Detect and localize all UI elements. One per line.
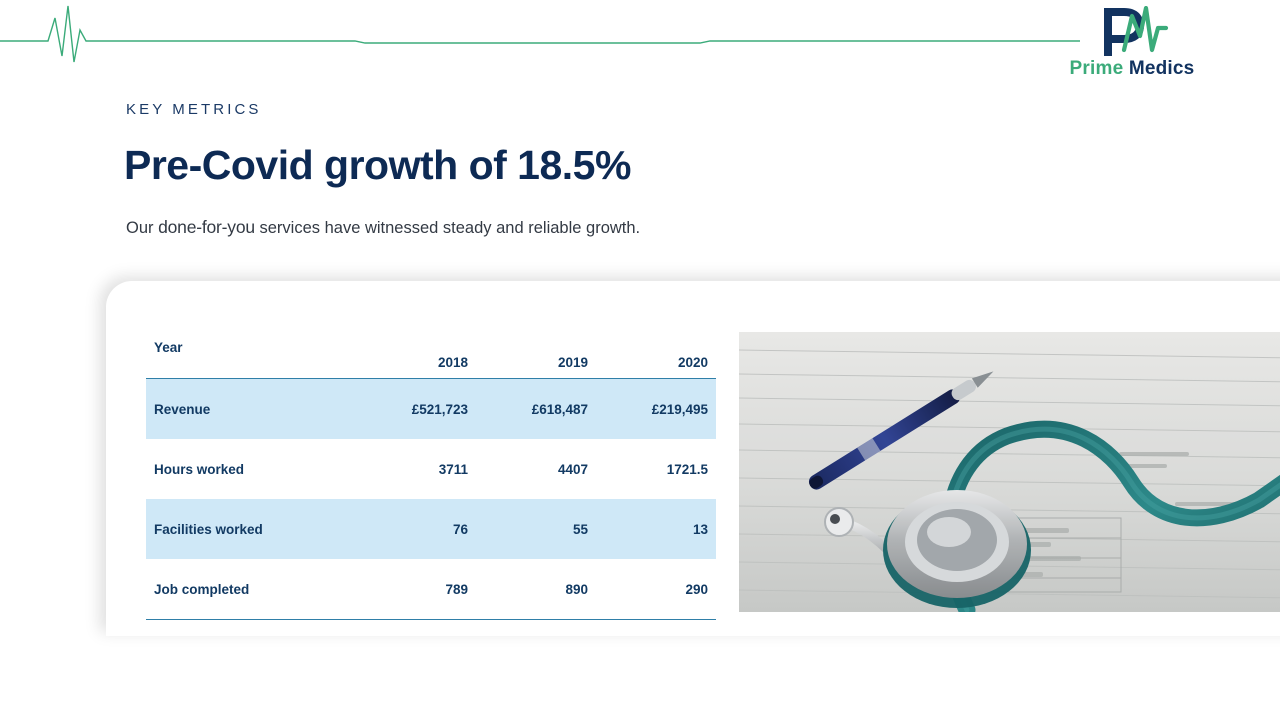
row-label-hours-worked: Hours worked bbox=[154, 461, 245, 477]
brand-name bbox=[1032, 58, 1232, 80]
row-label-job-completed: Job completed bbox=[146, 559, 356, 620]
eyebrow-label: KEY METRICS bbox=[126, 101, 262, 118]
cell-jobs-2019: 890 bbox=[476, 559, 596, 620]
subtitle-suffix: services have witnessed steady and reliable growth. bbox=[254, 219, 641, 237]
page-title: Pre-Covid growth of 18.5% bbox=[124, 142, 631, 188]
cell-revenue-2019: £618,487 bbox=[476, 379, 596, 440]
cell-revenue-2020: £219,495 bbox=[596, 379, 716, 440]
column-header-year: Year bbox=[146, 332, 356, 379]
cell-facilities-2019: 55 bbox=[476, 499, 596, 559]
table-body bbox=[146, 379, 716, 620]
metrics-table-wrapper bbox=[146, 332, 716, 620]
brand-name-prime: Prime bbox=[1069, 58, 1124, 79]
row-label-revenue: Revenue bbox=[146, 379, 356, 440]
table-row bbox=[146, 559, 716, 620]
subtitle-prefix: Our bbox=[126, 219, 159, 237]
brand-name-medics: Medics bbox=[1128, 58, 1195, 79]
table-header bbox=[146, 332, 716, 379]
cell-hours-2019: 4407 bbox=[557, 461, 588, 477]
column-header-2018: 2018 bbox=[356, 332, 476, 379]
subtitle-emphasis: done-for-you bbox=[158, 217, 255, 237]
cell-hours-2018: 3711 bbox=[438, 461, 468, 477]
cell-jobs-2018: 789 bbox=[356, 559, 476, 620]
table-row bbox=[146, 499, 716, 559]
table-row bbox=[146, 439, 716, 499]
table-header-row bbox=[146, 332, 716, 379]
column-header-2019: 2019 bbox=[476, 332, 596, 379]
page-subtitle bbox=[126, 217, 640, 238]
cell-facilities-2020: 13 bbox=[596, 499, 716, 559]
ecg-heartbeat-line-icon bbox=[0, 0, 1080, 70]
heart-pulse-monogram-icon bbox=[1032, 8, 1232, 56]
metrics-table bbox=[146, 332, 716, 620]
table-row bbox=[146, 379, 716, 440]
cell-facilities-2018: 76 bbox=[356, 499, 476, 559]
column-header-2020: 2020 bbox=[596, 332, 716, 379]
row-label-facilities-worked: Facilities worked bbox=[146, 499, 356, 559]
cell-hours-2020: 1721.5 bbox=[666, 461, 708, 477]
stethoscope-on-medical-chart-photo bbox=[739, 332, 1280, 612]
ecg-heartbeat-line bbox=[0, 0, 1080, 70]
cell-jobs-2020: 290 bbox=[596, 559, 716, 620]
photo-illustration bbox=[739, 332, 1280, 612]
brand-logo bbox=[1032, 8, 1232, 80]
cell-revenue-2018: £521,723 bbox=[356, 379, 476, 440]
